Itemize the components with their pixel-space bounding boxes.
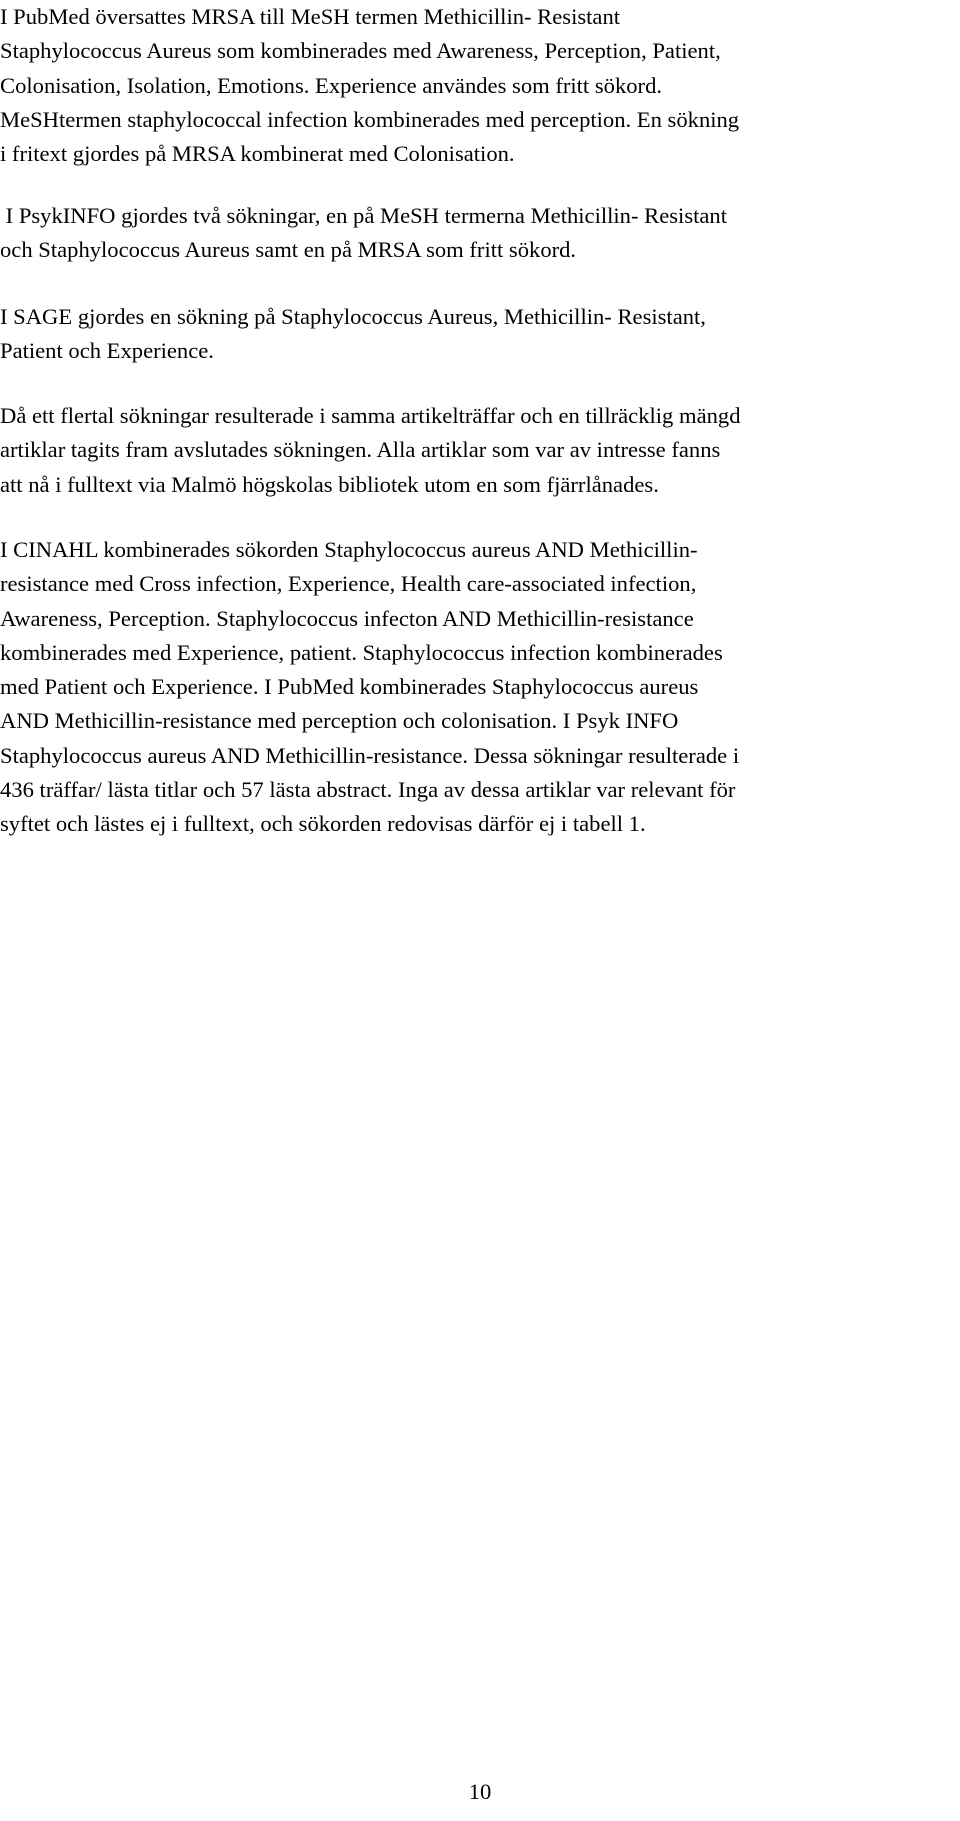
text-line: I PubMed översattes MRSA till MeSH termen Methicillin- Resistant: [0, 4, 621, 29]
paragraph-pubmed: [0, 0, 960, 171]
paragraph-search-conclusion: [0, 399, 960, 502]
paragraph-sage: [0, 300, 960, 369]
text-line: Patient och Experience.: [0, 338, 214, 364]
paragraph-cinahl: [0, 533, 960, 842]
text-line: kombinerades med Experience, patient. Staphylococcus infection kombinerades: [0, 639, 723, 665]
page-number: 10: [468, 1779, 492, 1804]
text-line: Awareness, Perception. Staphylococcus infecton AND Methicillin-resistance: [0, 605, 694, 631]
text-line: syftet och lästes ej i fulltext, och sökorden redovisas därför ej i tabell 1.: [0, 811, 646, 837]
text-line: Staphylococcus aureus AND Methicillin-resistance. Dessa sökningar resulterade i: [0, 742, 740, 768]
text-line: med Patient och Experience. I PubMed kombinerades Staphylococcus aureus: [0, 674, 699, 700]
text-line: AND Methicillin-resistance med perception och colonisation. I Psyk INFO: [0, 708, 679, 734]
text-line: resistance med Cross infection, Experience, Health care-associated infection,: [0, 571, 697, 597]
paragraph-psykinfo: [0, 199, 960, 268]
text-line: Staphylococcus Aureus som kombinerades med Awareness, Perception, Patient,: [0, 38, 721, 64]
text-line: i fritext gjordes på MRSA kombinerat med Colonisation.: [0, 141, 515, 167]
text-line: och Staphylococcus Aureus samt en på MRSA som fritt sökord.: [0, 237, 577, 263]
text-line: Colonisation, Isolation, Emotions. Experience användes som fritt sökord.: [0, 72, 663, 98]
text-line: I PsykINFO gjordes två sökningar, en på MeSH termerna Methicillin- Resistant: [0, 203, 727, 228]
text-line: att nå i fulltext via Malmö högskolas bibliotek utom en som fjärrlånades.: [0, 471, 659, 497]
text-line: Då ett flertal sökningar resulterade i samma artikelträffar och en tillräcklig mängd: [0, 403, 741, 428]
text-line: 436 träffar/ lästa titlar och 57 lästa abstract. Inga av dessa artiklar var relevant för: [0, 777, 736, 803]
text-line: I SAGE gjordes en sökning på Staphylococcus Aureus, Methicillin- Resistant,: [0, 304, 706, 329]
text-line: artiklar tagits fram avslutades sökningen. Alla artiklar som var av intresse fanns: [0, 437, 721, 463]
text-line: I CINAHL kombinerades sökorden Staphylococcus aureus AND Methicillin-: [0, 537, 698, 562]
text-line: MeSHtermen staphylococcal infection kombinerades med perception. En sökning: [0, 106, 740, 132]
